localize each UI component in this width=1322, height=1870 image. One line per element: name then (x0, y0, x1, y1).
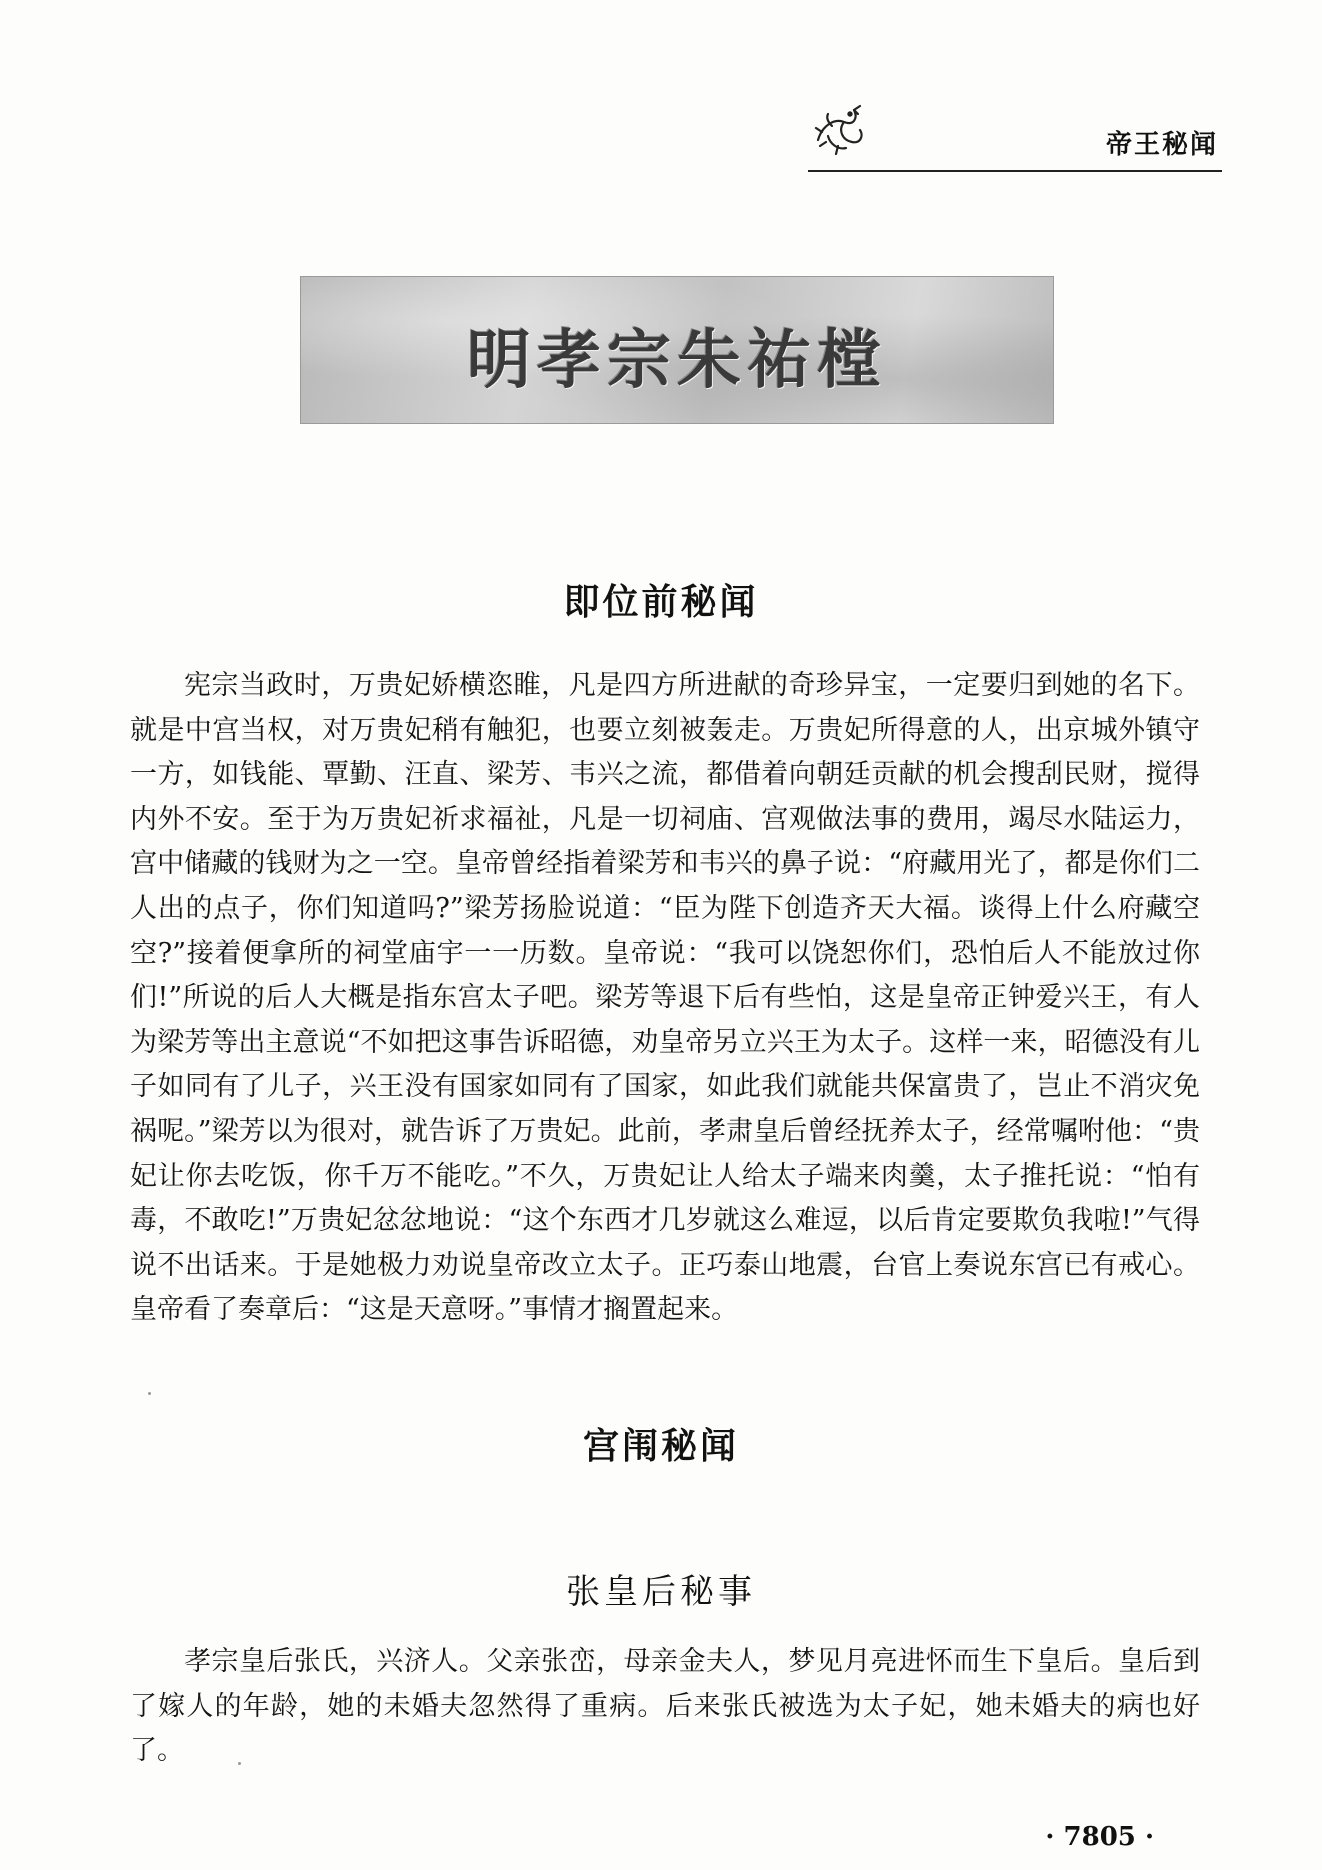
header-rule (808, 170, 1222, 172)
running-header-title: 帝王秘闻 (1105, 130, 1218, 160)
body-paragraph: 宪宗当政时，万贵妃娇横恣睢，凡是四方所进献的奇珍异宝，一定要归到她的名下。就是中宫当权，对万贵妃稍有触犯，也要立刻被轰走。万贵妃所得意的人，出京城外镇守一方，如钱能、覃勤、汪直、梁芳、韦兴之流，都借着向朝廷贡献的机会搜刮民财，搅得内外不安。至于为万贵妃祈求福祉，凡是一切祠庙、宫观做法事的费用，竭尽水陆运力，宫中储藏的钱财为之一空。皇帝曾经指着梁芳和韦兴的鼻子说：“府藏用光了，都是你们二人出的点子，你们知道吗?”梁芳扬脸说道：“臣为陛下创造齐天大福。谈得上什么府藏空空?”接着便拿所的祠堂庙宇一一历数。皇帝说：“我可以饶恕你们，恐怕后人不能放过你们!”所说的后人大概是指东宫太子吧。梁芳等退下后有些怕，这是皇帝正钟爱兴王，有人为梁芳等出主意说“不如把这事告诉昭德，劝皇帝另立兴王为太子。这样一来，昭德没有儿子如同有了儿子，兴王没有国家如同有了国家，如此我们就能共保富贵了，岂止不消灾免祸呢。”梁芳以为很对，就告诉了万贵妃。此前，孝肃皇后曾经抚养太子，经常嘱咐他：“贵妃让你去吃饭，你千万不能吃。”不久，万贵妃让人给太子端来肉羹，太子推托说：“怕有毒，不敢吃!”万贵妃忿忿地说：“这个东西才几岁就这么难逗，以后肯定要欺负我啦!”气得说不出话来。于是她极力劝说皇帝改立太子。正巧泰山地震，台官上奏说东宫已有戒心。皇帝看了奏章后：“这是天意呀。”事情才搁置起来。 (130, 670, 1200, 1326)
sub-heading: 张皇后秘事 (566, 1572, 756, 1612)
chapter-banner (300, 276, 1054, 424)
scan-speck (238, 1762, 241, 1765)
body-paragraph: 孝宗皇后张氏，兴济人。父亲张峦，母亲金夫人，梦见月亮进怀而生下皇后。皇后到了嫁人的年龄，她的未婚夫忽然得了重病。后来张氏被选为太子妃，她未婚夫的病也好了。 (130, 1646, 1200, 1767)
section-heading: 宫闱秘闻 (582, 1426, 739, 1467)
chapter-title: 明孝宗朱祐樘 (467, 323, 887, 398)
section-heading: 即位前秘闻 (563, 582, 759, 623)
dragon-emblem-icon (808, 96, 872, 160)
page-number: · 7805 · (1045, 1822, 1154, 1852)
scan-speck (148, 1392, 151, 1395)
